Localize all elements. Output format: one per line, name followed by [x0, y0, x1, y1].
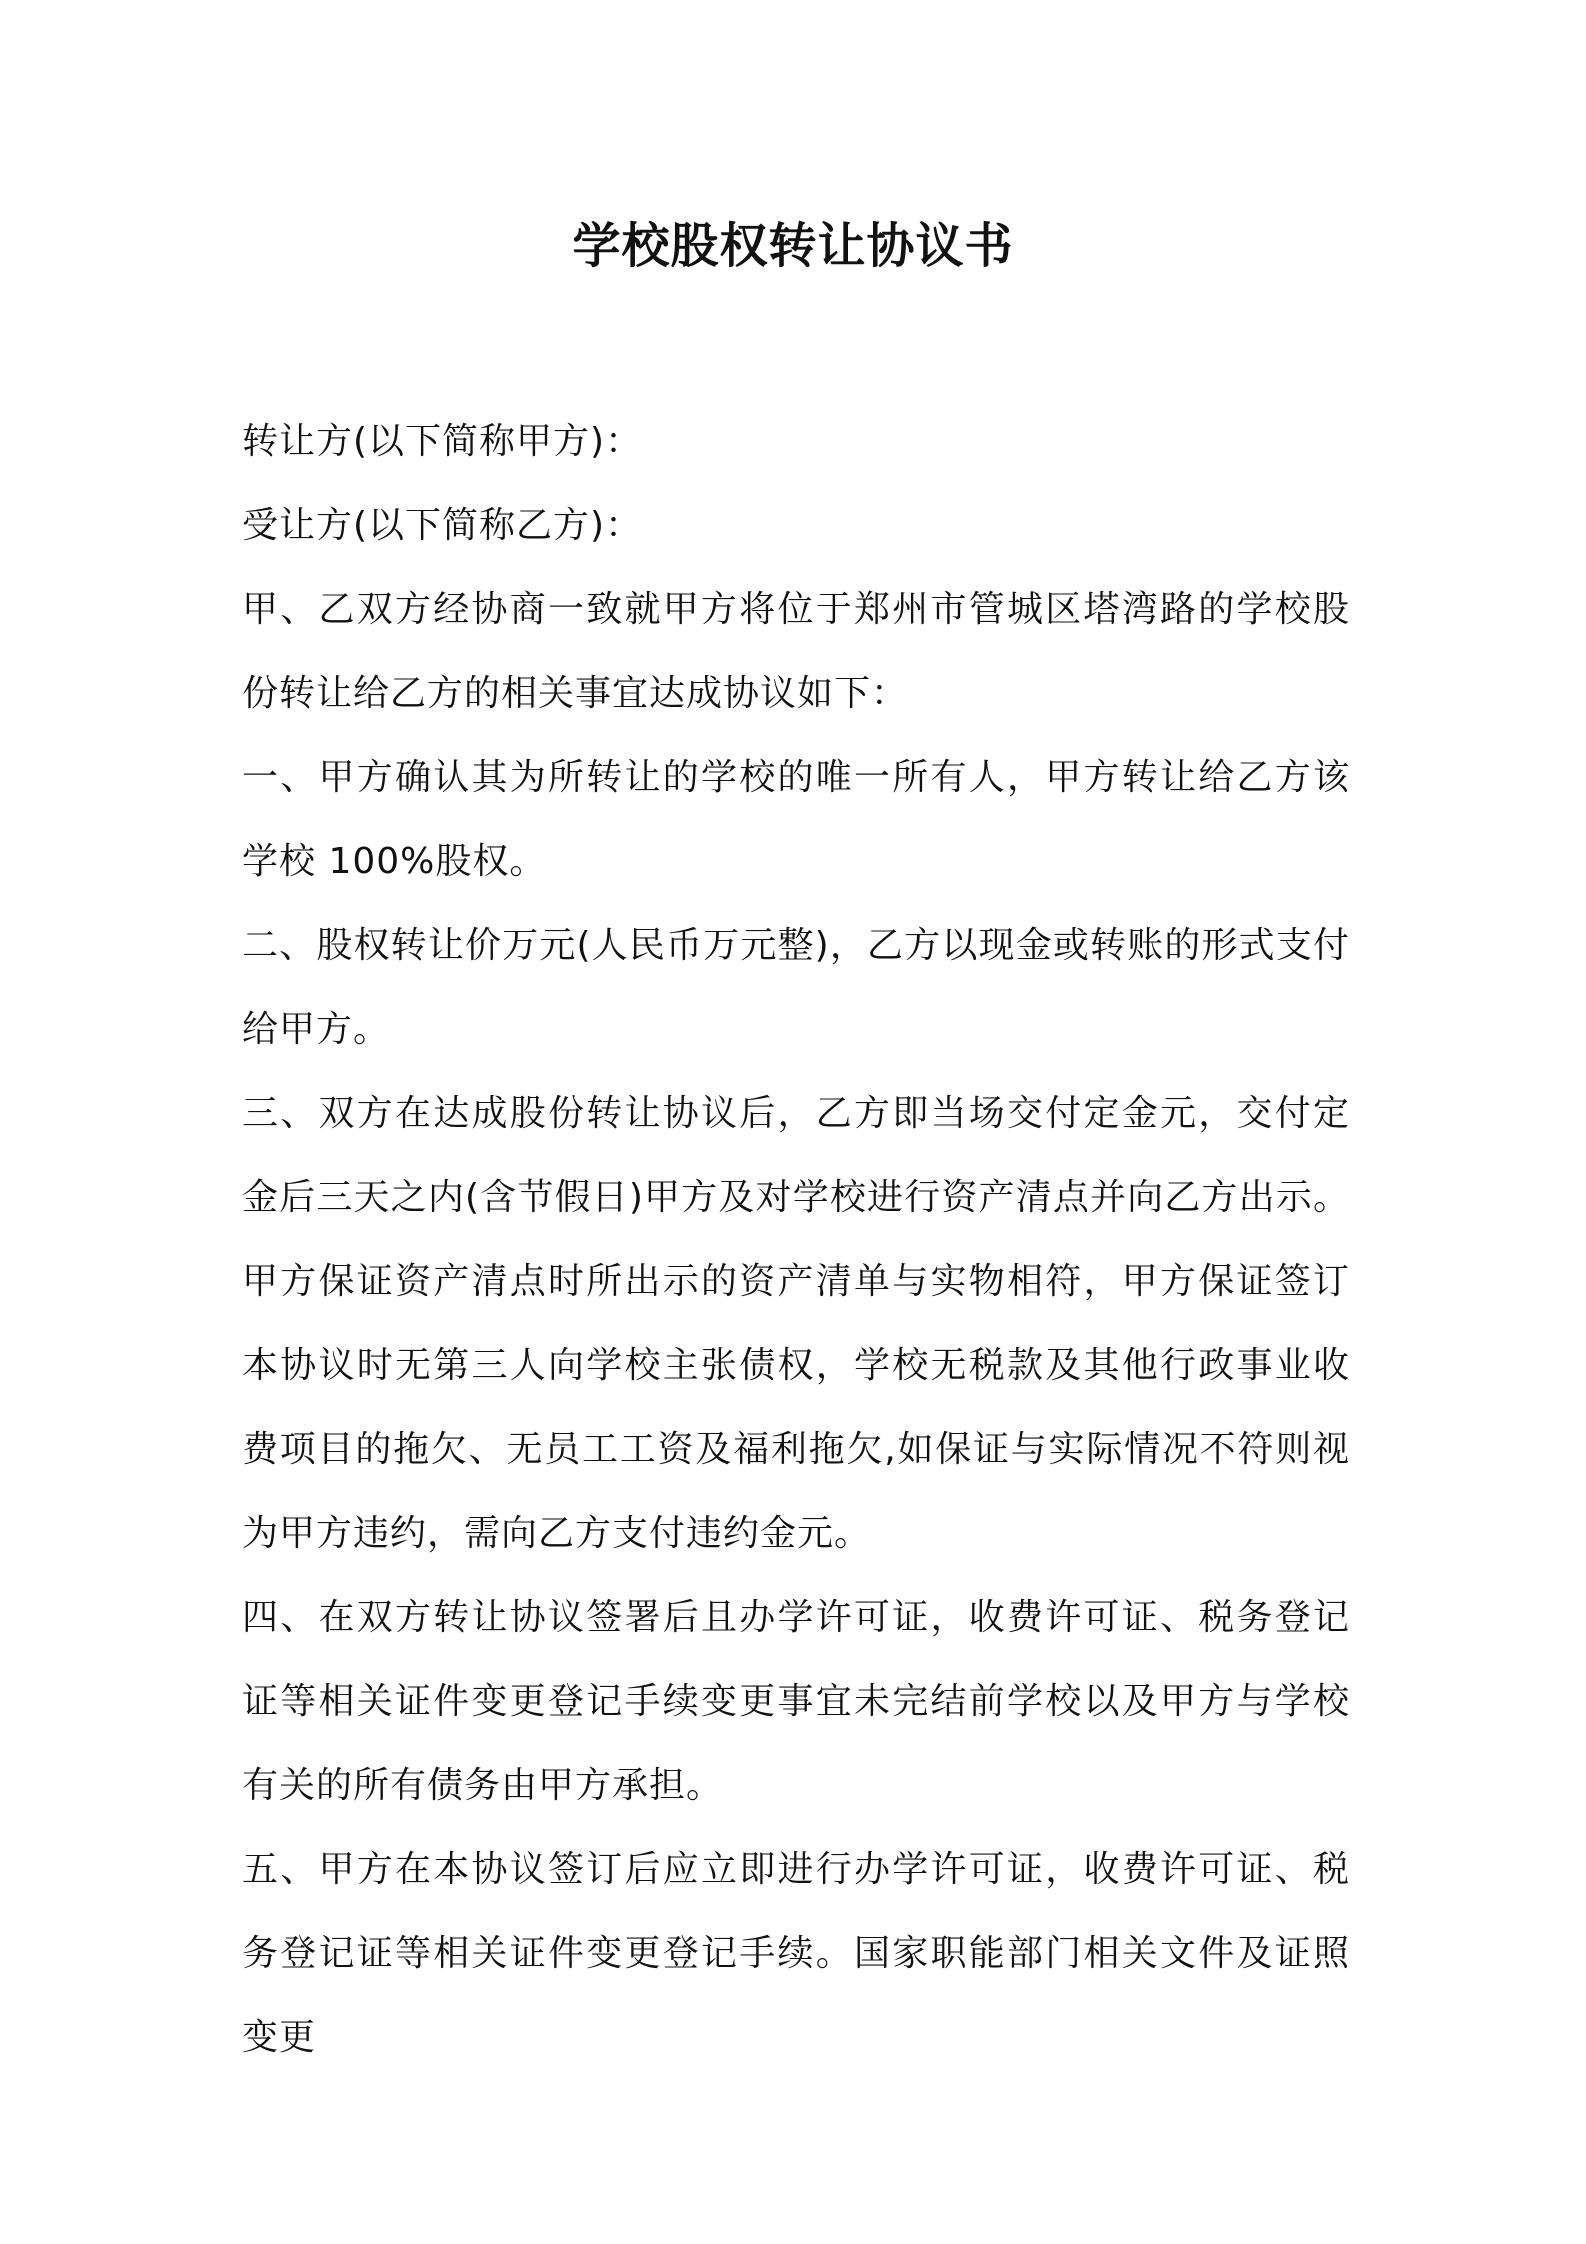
document-body [242, 400, 1350, 2080]
paragraph-transferee: 受让方(以下简称乙方)： [242, 505, 643, 546]
document-title: 学校股权转让协议书 [572, 218, 1014, 274]
paragraph-clause-3: 三、双方在达成股份转让协议后，乙方即当场交付定金元，交付定金后三天之内(含节假日)甲方及对学校进行资产清点并向乙方出示。甲方保证资产清点时所出示的资产清单与实物相符，甲方保证签订本协议时无第三人向学校主张债权，学校无税款及其他行政事业收费项目的拖欠、无员工工资及福利拖欠,如保证与实际情况不符则视为甲方违约，需向乙方支付违约金元。 [242, 1093, 1350, 1554]
paragraph-clause-2: 二、股权转让价万元(人民币万元整)，乙方以现金或转账的形式支付给甲方。 [242, 925, 1350, 1050]
paragraph-clause-4: 四、在双方转让协议签署后且办学许可证，收费许可证、税务登记证等相关证件变更登记手续变更事宜未完结前学校以及甲方与学校有关的所有债务由甲方承担。 [242, 1597, 1350, 1806]
paragraph-clause-1: 一、甲方确认其为所转让的学校的唯一所有人，甲方转让给乙方该学校 100%股权。 [242, 757, 1350, 882]
paragraph-preamble: 甲、乙双方经协商一致就甲方将位于郑州市管城区塔湾路的学校股份转让给乙方的相关事宜达成协议如下： [242, 589, 1350, 714]
paragraph-transferor: 转让方(以下简称甲方)： [242, 421, 643, 462]
paragraph-clause-5: 五、甲方在本协议签订后应立即进行办学许可证，收费许可证、税务登记证等相关证件变更登记手续。国家职能部门相关文件及证照变更 [242, 1849, 1350, 2058]
